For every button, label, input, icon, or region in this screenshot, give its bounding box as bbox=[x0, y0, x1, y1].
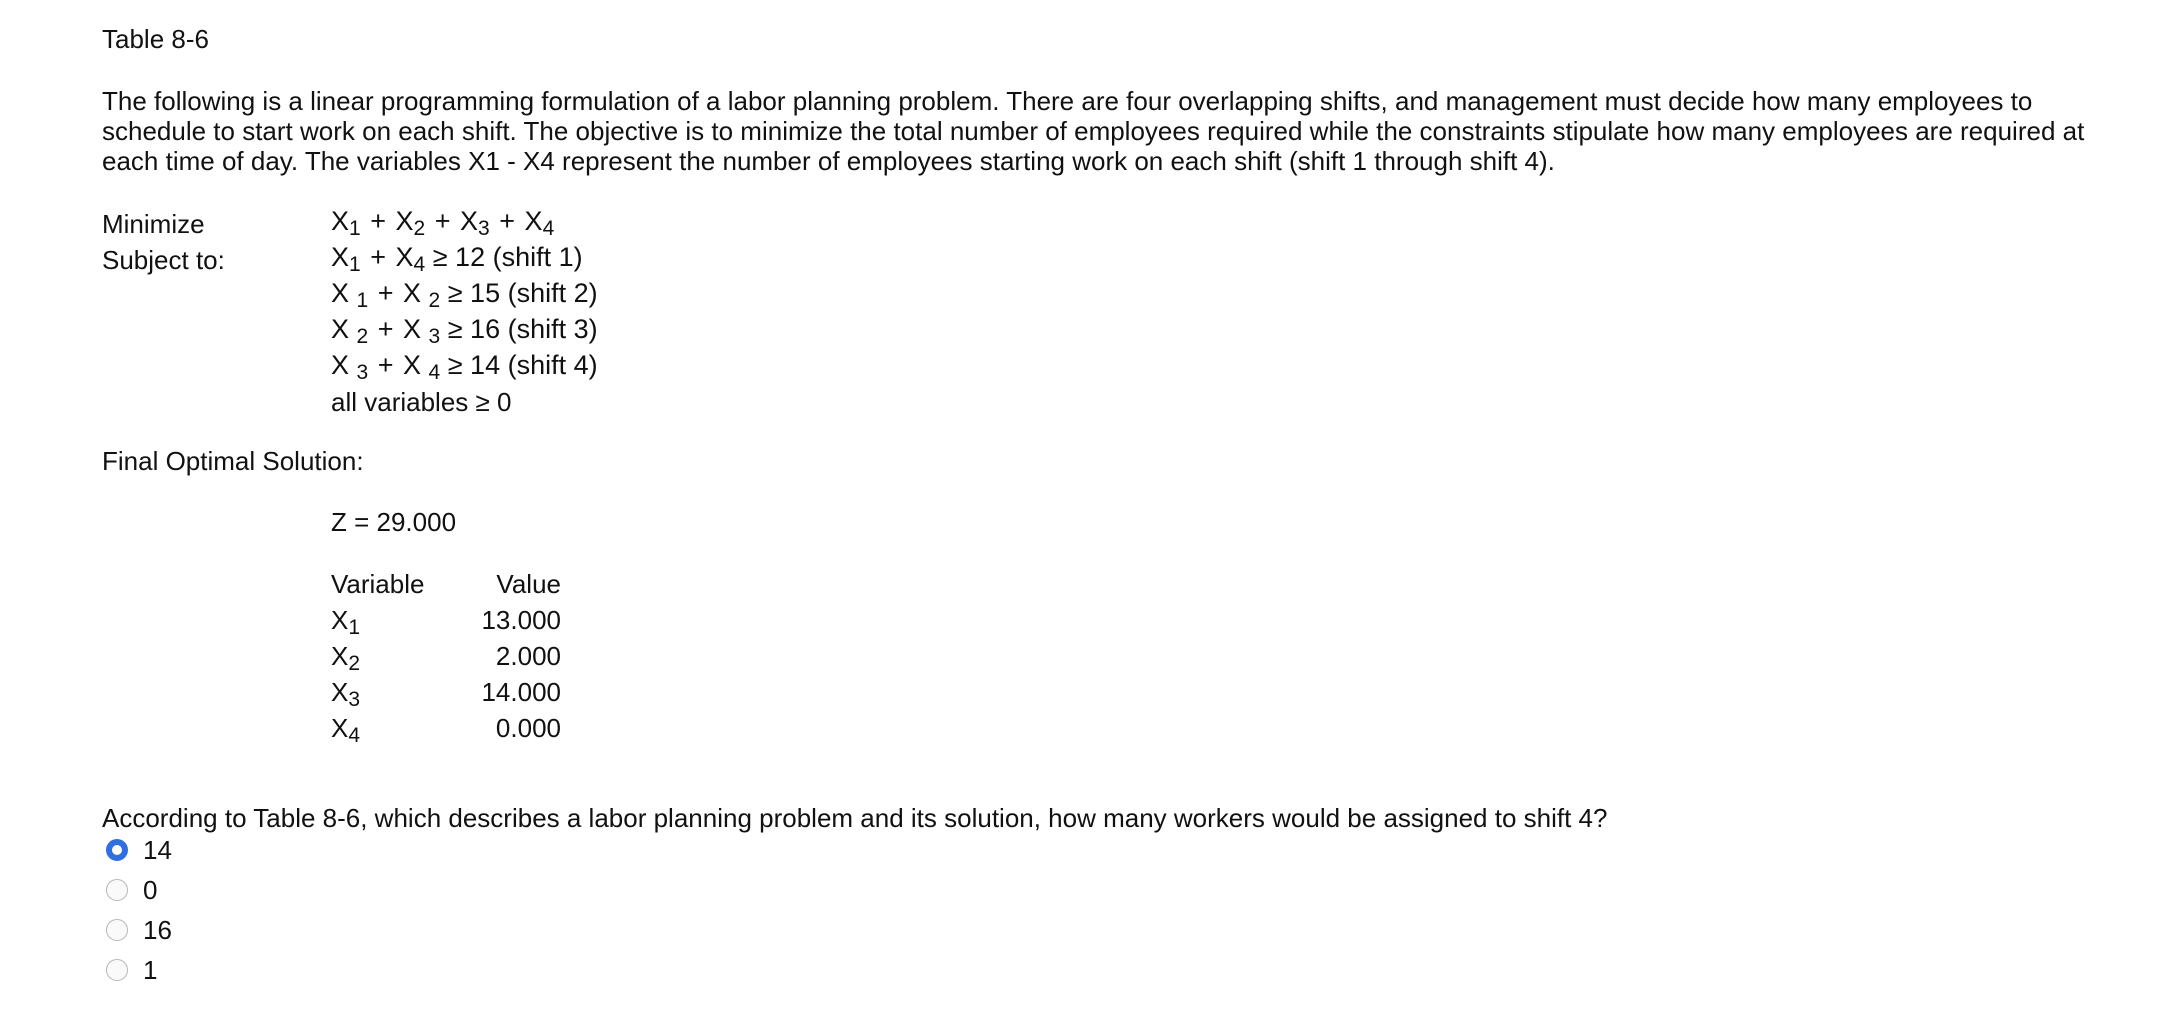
answer-option-label: 1 bbox=[143, 955, 158, 985]
table-title: Table 8-6 bbox=[102, 24, 209, 54]
answer-option-label: 16 bbox=[143, 915, 172, 945]
answer-option-label: 0 bbox=[143, 875, 158, 905]
subject-to-label: Subject to: bbox=[102, 245, 225, 275]
answer-option-0[interactable] bbox=[106, 873, 157, 907]
radio-button-selected[interactable] bbox=[106, 839, 128, 861]
variable-column-header: Variable bbox=[331, 569, 425, 599]
table-row bbox=[331, 638, 561, 674]
constraint-shift-2: X $_1$ + X $_2$ ≥ 15 (shift 2) bbox=[331, 278, 598, 312]
constraint-shift-3: X $_2$ + X $_3$ ≥ 16 (shift 3) bbox=[331, 314, 598, 348]
value-cell: 14.000 bbox=[481, 677, 561, 707]
minimize-label: Minimize bbox=[102, 209, 205, 239]
nonnegativity-constraint: all variables ≥ 0 bbox=[331, 387, 512, 417]
objective-function: $X_1 + X_2 + X_3 + X_4$ bbox=[331, 206, 555, 240]
variable-cell: $X_4$ bbox=[331, 713, 361, 747]
value-column-header: Value bbox=[496, 569, 561, 599]
constraint-shift-1: $X_1 + X_4 \ge 12$ (shift 1) bbox=[331, 242, 583, 276]
table-row bbox=[331, 602, 561, 638]
variable-cell: $X_3$ bbox=[331, 677, 361, 711]
table-row bbox=[331, 674, 561, 710]
value-cell: 2.000 bbox=[495, 641, 561, 671]
solution-label: Final Optimal Solution: bbox=[102, 446, 364, 476]
variable-cell: $X_2$ bbox=[331, 641, 361, 675]
intro-paragraph: The following is a linear programming formulation of a labor planning problem. There are four overlapping shifts, and management must decide how many employees to schedule to start work on each shift. The objective is to minimize the total number of employees required while the constraints stipulate how many employees are required at each time of day. The variables X1 - X4 represent the number of employees starting work on each shift (shift 1 through shift 4). bbox=[102, 86, 2085, 176]
answer-option-label: 14 bbox=[143, 835, 172, 865]
constraint-shift-4: X $_3$ + X $_4$ ≥ 14 (shift 4) bbox=[331, 350, 598, 384]
solution-table bbox=[331, 566, 561, 746]
objective-value: Z = 29.000 bbox=[331, 507, 457, 537]
table-header-row bbox=[331, 566, 561, 602]
answer-option-14[interactable] bbox=[106, 833, 172, 867]
radio-button[interactable] bbox=[106, 959, 128, 981]
table-row bbox=[331, 710, 561, 746]
variable-cell: $X_1$ bbox=[331, 605, 361, 639]
radio-button[interactable] bbox=[106, 919, 128, 941]
value-cell: 13.000 bbox=[481, 605, 561, 635]
answer-option-16[interactable] bbox=[106, 913, 172, 947]
radio-button[interactable] bbox=[106, 879, 128, 901]
question-text: According to Table 8-6, which describes a labor planning problem and its solution, how many workers would be assigned to shift 4? bbox=[102, 803, 1608, 833]
answer-option-1[interactable] bbox=[106, 953, 157, 987]
value-cell: 0.000 bbox=[495, 713, 561, 743]
